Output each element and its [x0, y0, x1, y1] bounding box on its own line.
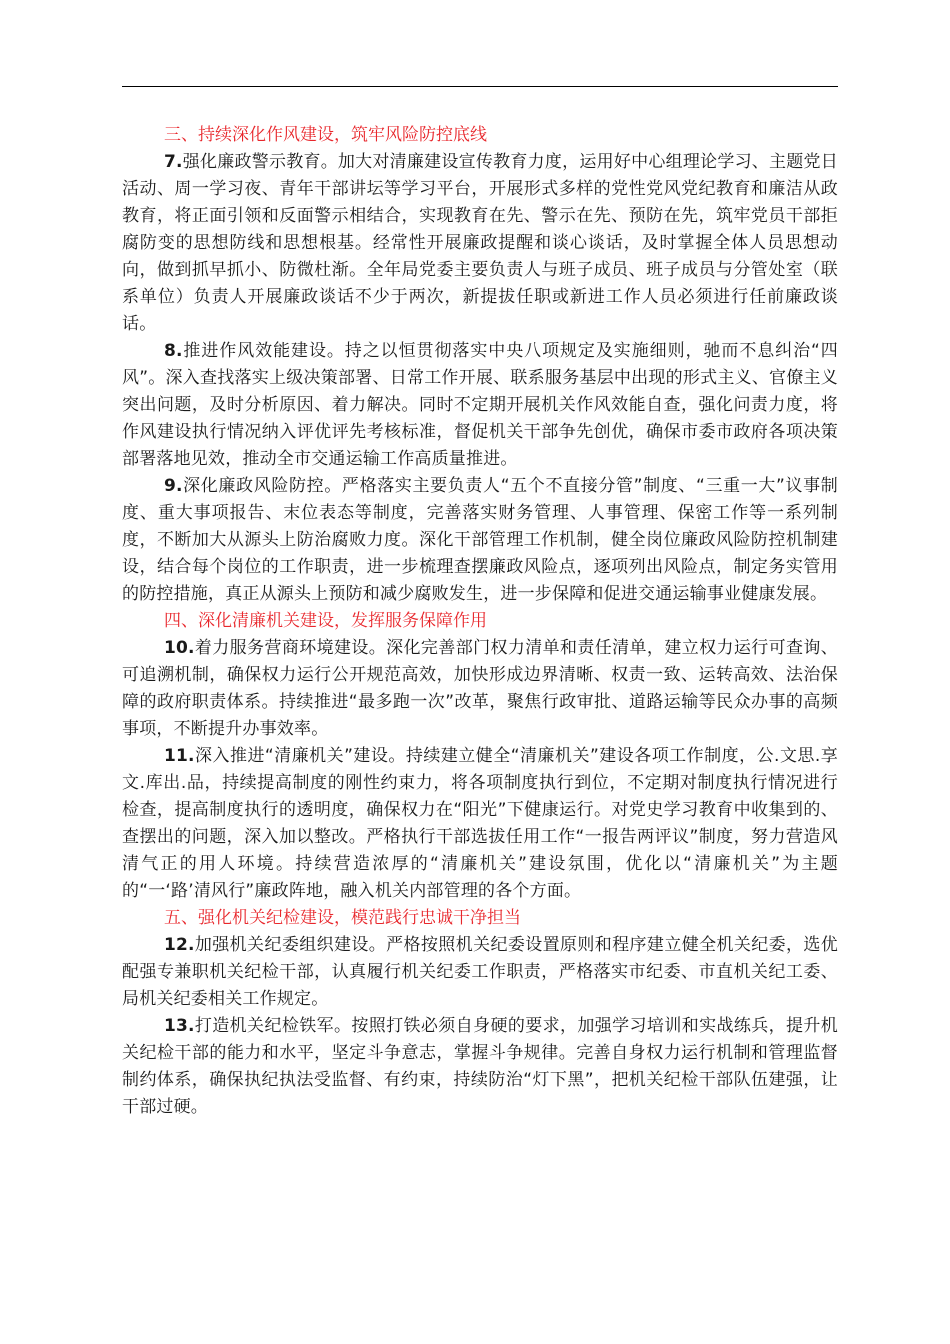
item-number: 7.	[164, 152, 183, 172]
item-number: 13.	[164, 1016, 195, 1036]
paragraph-9	[122, 473, 838, 608]
section-heading-4: 四、深化清廉机关建设，发挥服务保障作用	[164, 611, 487, 631]
paragraph-text: 加强机关纪委组织建设。严格按照机关纪委设置原则和程序建立健全机关纪委，选优配强专兼职机关纪检干部，认真履行机关纪委工作职责，严格落实市纪委、市直机关纪工委、局机关纪委相关工作规定。	[122, 935, 838, 1009]
item-number: 8.	[164, 341, 183, 361]
header-rule	[122, 86, 838, 87]
paragraph-text: 强化廉政警示教育。加大对清廉建设宣传教育力度，运用好中心组理论学习、主题党日活动、周一学习夜、青年干部讲坛等学习平台，开展形式多样的党性党风党纪教育和廉洁从政教育，将正面引领和反面警示相结合，实现教育在先、警示在先、预防在先，筑牢党员干部拒腐防变的思想防线和思想根基。经常性开展廉政提醒和谈心谈话，及时掌握全体人员思想动向，做到抓早抓小、防微杜渐。全年局党委主要负责人与班子成员、班子成员与分管处室（联系单位）负责人开展廉政谈话不少于两次，新提拔任职或新进工作人员必须进行任前廉政谈话。	[122, 152, 838, 334]
paragraph-text: 推进作风效能建设。持之以恒贯彻落实中央八项规定及实施细则，驰而不息纠治“四风”。深入查找落实上级决策部署、日常工作开展、联系服务基层中出现的形式主义、官僚主义突出问题，及时分析原因、着力解决。同时不定期开展机关作风效能自查，强化问责力度，将作风建设执行情况纳入评优评先考核标准，督促机关干部争先创优，确保市委市政府各项决策部署落地见效，推动全市交通运输工作高质量推进。	[122, 341, 838, 469]
item-number: 9.	[164, 476, 183, 496]
paragraph-8	[122, 338, 838, 473]
paragraph-text: 着力服务营商环境建设。深化完善部门权力清单和责任清单，建立权力运行可查询、可追溯机制，确保权力运行公开规范高效，加快形成边界清晰、权责一致、运转高效、法治保障的政府职责体系。持续推进“最多跑一次”改革，聚焦行政审批、道路运输等民众办事的高频事项，不断提升办事效率。	[122, 638, 838, 739]
paragraph-7	[122, 149, 838, 338]
paragraph-11	[122, 743, 838, 905]
paragraph-13	[122, 1013, 838, 1121]
paragraph-10	[122, 635, 838, 743]
paragraph-text: 深入推进“清廉机关”建设。持续建立健全“清廉机关”建设各项工作制度，公.文思.享文.库出.品，持续提高制度的刚性约束力，将各项制度执行到位，不定期对制度执行情况进行检查，提高制度执行的透明度，确保权力在“阳光”下健康运行。对党史学习教育中收集到的、查摆出的问题，深入加以整改。严格执行干部选拔任用工作“一报告两评议”制度，努力营造风清气正的用人环境。持续营造浓厚的“清廉机关”建设氛围，优化以“清廉机关”为主题的“一‘路’清风行”廉政阵地，融入机关内部管理的各个方面。	[122, 746, 838, 901]
paragraph-12	[122, 932, 838, 1013]
item-number: 12.	[164, 935, 195, 955]
paragraph-text: 深化廉政风险防控。严格落实主要负责人“五个不直接分管”制度、“三重一大”议事制度、重大事项报告、末位表态等制度，完善落实财务管理、人事管理、保密工作等一系列制度，不断加大从源头上防治腐败力度。深化干部管理工作机制，健全岗位廉政风险防控机制建设，结合每个岗位的工作职责，进一步梳理查摆廉政风险点，逐项列出风险点，制定务实管用的防控措施，真正从源头上预防和减少腐败发生，进一步保障和促进交通运输事业健康发展。	[122, 476, 838, 604]
section-heading-5: 五、强化机关纪检建设，模范践行忠诚干净担当	[164, 908, 521, 928]
paragraph-text: 打造机关纪检铁军。按照打铁必须自身硬的要求，加强学习培训和实战练兵，提升机关纪检干部的能力和水平，坚定斗争意志，掌握斗争规律。完善自身权力运行机制和管理监督制约体系，确保执纪执法受监督、有约束，持续防治“灯下黑”，把机关纪检干部队伍建强，让干部过硬。	[122, 1016, 838, 1117]
item-number: 10.	[164, 638, 195, 658]
document-body	[122, 122, 838, 1121]
section-heading-3: 三、持续深化作风建设，筑牢风险防控底线	[164, 125, 487, 145]
item-number: 11.	[164, 746, 195, 766]
